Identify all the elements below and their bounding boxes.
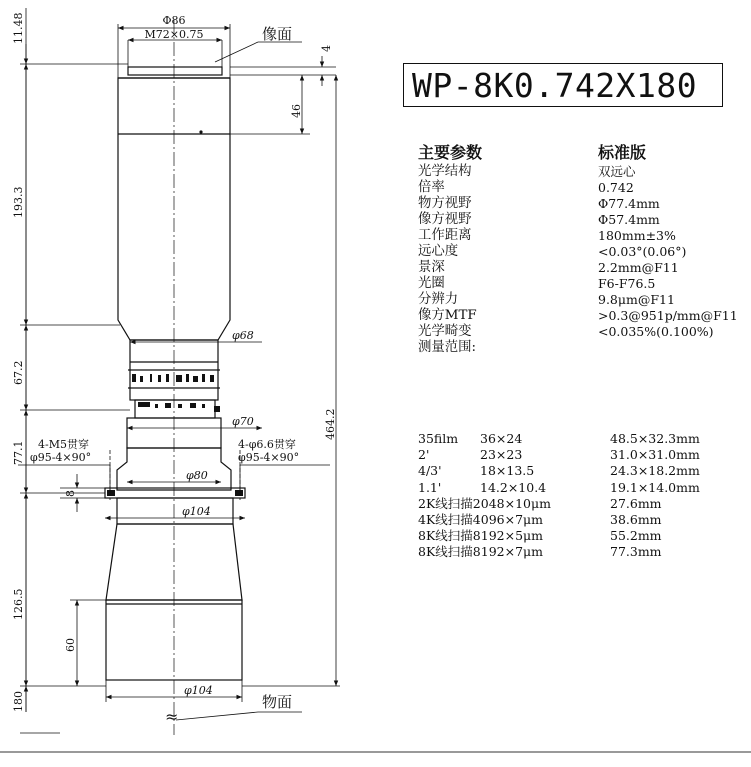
- spec-header-value: 标准版: [598, 143, 647, 162]
- dim-193-3: 193.3: [12, 186, 25, 218]
- format-field: 48.5×32.3mm: [610, 431, 700, 446]
- format-row: [418, 431, 750, 447]
- spec-header: [418, 142, 751, 164]
- dim-d80: φ80: [186, 469, 208, 482]
- dimension-text: [12, 13, 337, 727]
- image-plane-label: 像面: [262, 25, 293, 43]
- format-field: 31.0×31.0mm: [610, 447, 700, 463]
- format-field: 27.6mm: [610, 495, 662, 511]
- format-row: [418, 544, 750, 560]
- spec-key: 远心度: [418, 244, 459, 259]
- format-sensor: 14.2×10.4: [480, 479, 547, 495]
- dim-d104-upper: φ104: [182, 505, 211, 518]
- dim-8: 8: [64, 490, 77, 497]
- format-name: 4K线扫描4096×7μm: [418, 511, 544, 527]
- dim-4: 4: [320, 45, 333, 52]
- spec-key: 物方视野: [418, 196, 472, 211]
- format-name: 8K线扫描8192×7μm: [418, 544, 544, 560]
- format-row: [418, 463, 750, 479]
- spec-table: [418, 142, 751, 356]
- spec-row: [418, 164, 751, 180]
- spec-value: 180mm±3%: [598, 228, 676, 243]
- format-field: 19.1×14.0mm: [610, 479, 700, 495]
- format-row: [418, 480, 750, 496]
- spec-value: F6-F76.5: [598, 276, 656, 291]
- spec-value: Φ57.4mm: [598, 212, 660, 227]
- m5-hole-note: 4-M5贯穿: [38, 438, 89, 451]
- format-name: 1.1': [418, 479, 442, 495]
- dim-60: 60: [64, 638, 77, 652]
- spec-row: [418, 212, 751, 228]
- dim-d68: φ68: [232, 329, 254, 342]
- spec-value: [598, 340, 751, 356]
- spec-key: 倍率: [418, 180, 445, 195]
- spec-row: [418, 260, 751, 276]
- dim-11-48: 11.48: [12, 12, 25, 44]
- m5-hole-pcd: φ95-4×90°: [30, 451, 92, 464]
- spec-value: Φ77.4mm: [598, 196, 660, 211]
- spec-key: 工作距离: [418, 228, 472, 243]
- format-name: 4/3': [418, 463, 442, 479]
- bottom-divider: [0, 751, 751, 753]
- dim-d104-lower: φ104: [184, 684, 213, 697]
- dim-46: 46: [290, 104, 303, 118]
- dim-464-2: 464.2: [324, 408, 337, 440]
- format-sensor: 23×23: [480, 447, 523, 463]
- format-sensor: 18×13.5: [480, 463, 535, 479]
- spec-key: 像方MTF: [418, 308, 477, 323]
- dim-d86: Φ86: [162, 14, 186, 27]
- format-name: 35film: [418, 431, 459, 446]
- spec-row: [418, 228, 751, 244]
- format-row: [418, 447, 750, 463]
- spec-value: <0.03°(0.06°): [598, 244, 687, 259]
- spec-row: [418, 292, 751, 308]
- spec-row: [418, 244, 751, 260]
- lens-body: [105, 67, 245, 680]
- format-row: [418, 512, 750, 528]
- spec-key: 测量范围:: [418, 340, 477, 355]
- model-title: WP-8K0.742X180: [412, 66, 698, 105]
- spec-header-key: 主要参数: [418, 143, 483, 162]
- format-row: [418, 496, 750, 512]
- spec-value: 0.742: [598, 180, 634, 195]
- dim-d70: φ70: [232, 415, 254, 428]
- format-table: [418, 431, 750, 561]
- spec-value: <0.035%(0.100%): [598, 324, 714, 339]
- format-field: 38.6mm: [610, 511, 662, 527]
- format-field: 24.3×18.2mm: [610, 463, 700, 479]
- spec-value: 9.8μm@F11: [598, 292, 675, 307]
- spec-key: 光圈: [418, 276, 445, 291]
- hole-6-6-note: 4-φ6.6贯穿: [238, 438, 296, 451]
- spec-key: 景深: [418, 260, 445, 275]
- spec-key: 光学结构: [418, 164, 472, 179]
- format-row: [418, 528, 750, 544]
- spec-row: [418, 276, 751, 292]
- object-plane-label: 物面: [262, 693, 293, 711]
- format-field: 77.3mm: [610, 544, 662, 560]
- spec-row: [418, 308, 751, 324]
- dim-77-1: 77.1: [12, 440, 25, 465]
- format-name: 2K线扫描2048×10μm: [418, 495, 551, 511]
- spec-row: [418, 196, 751, 212]
- spec-key: 分辨力: [418, 292, 459, 307]
- spec-value: 双远心: [598, 164, 636, 179]
- dim-126-5: 126.5: [12, 588, 25, 620]
- hole-6-6-pcd: φ95-4×90°: [238, 451, 300, 464]
- spec-row: [418, 180, 751, 196]
- dim-67-2: 67.2: [12, 360, 25, 385]
- spec-key: 光学畸变: [418, 324, 472, 339]
- spec-key: 像方视野: [418, 212, 472, 227]
- dim-180: 180: [12, 691, 25, 712]
- spec-value: >0.3@951p/mm@F11: [598, 308, 738, 323]
- dim-thread: M72×0.75: [144, 28, 204, 41]
- format-name: 2': [418, 447, 430, 463]
- format-field: 55.2mm: [610, 528, 662, 544]
- format-sensor: 36×24: [480, 431, 523, 446]
- spec-row: [418, 324, 751, 340]
- break-mark: ≈: [165, 707, 179, 726]
- format-name: 8K线扫描8192×5μm: [418, 528, 544, 544]
- spec-row: [418, 340, 751, 356]
- spec-value: 2.2mm@F11: [598, 260, 679, 275]
